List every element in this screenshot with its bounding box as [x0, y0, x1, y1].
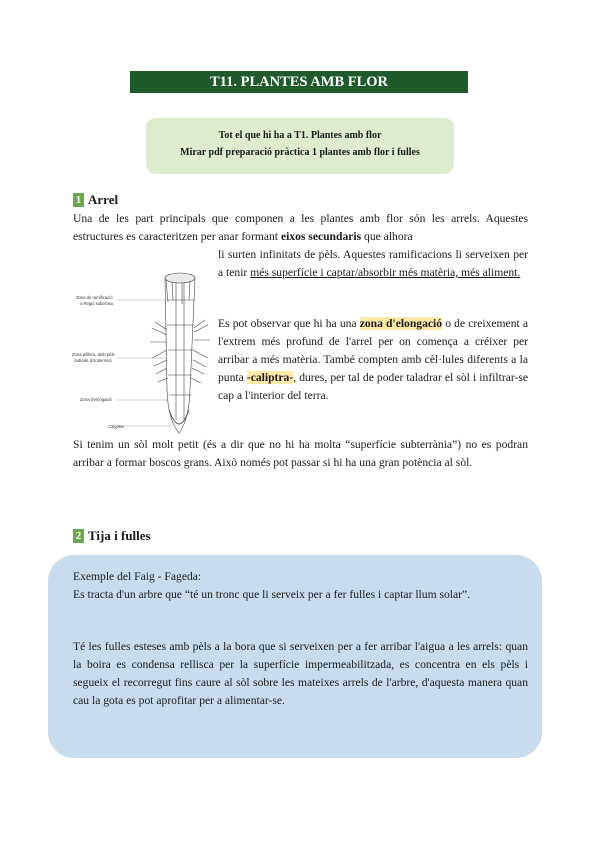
paragraph-intro: Una de les part principals que componen a les plantes amb flor són les arrels. Aquestes estructures es caracteritzen per anar formant eixos secundaris que alhora: [73, 212, 528, 243]
section-2-heading: [73, 528, 151, 544]
example-paragraph-1: Es tracta d'un arbre que “té un tronc que li serveix per a fer fulles i captar llum solar”.: [73, 588, 471, 601]
figure-label: Zona de ramificació: [76, 295, 113, 300]
underlined-text: més superfície i captar/absorbir més matèria, més aliment.: [250, 266, 521, 279]
section-1-heading: [73, 192, 118, 208]
figure-label: radicals (rizodermis): [74, 358, 112, 363]
figure-label: Calyptra: [108, 424, 124, 429]
section-number: 1: [73, 193, 84, 207]
figure-label: o Regió suberosa: [80, 301, 113, 306]
bold-term: eixos secundaris: [280, 230, 362, 243]
section-title: Tija i fulles: [88, 528, 151, 543]
section-number: 2: [73, 529, 84, 543]
paragraph-hairs: li surten infinitats de pèls. Aquestes ramificacions li serveixen per a tenir més superfície i captar/absorbir més matèria, més aliment.: [218, 248, 528, 279]
page-title: T11. PLANTES AMB FLOR: [130, 71, 468, 93]
info-line-2: Mirar pdf preparació pràctica 1 plantes amb flor i fulles: [180, 147, 420, 158]
figure-label: Zona pilífera, amb pèls: [72, 352, 115, 357]
highlight-term: zona d'elongació: [359, 317, 443, 330]
section-title: Arrel: [88, 192, 119, 207]
info-line-1: Tot el que hi ha a T1. Plantes amb flor: [218, 130, 382, 141]
info-box: [146, 118, 454, 174]
paragraph-soil: Si tenim un sòl molt petit (és a dir que no hi ha molta “superfície subterrània”) no es podran arribar a formar boscos grans. Això només pot passar si hi ha una gran potència al sòl.: [73, 438, 528, 469]
figure-label: Zona d'elongació: [80, 397, 112, 402]
highlight-term: -caliptra-: [246, 371, 294, 384]
paragraph-elongation: Es pot observar que hi ha una zona d'elongació o de creixement a l'extrem més profund de l'arrel per on comença a créixer per arribar a més matèria. També compten amb cèl·lules diferents a la punta -caliptra-, dures, per tal de poder taladrar el sòl i infiltrar-se cap a l'interior del terra.: [218, 317, 529, 402]
root-diagram: [72, 270, 212, 440]
example-title: Exemple del Faig - Fageda:: [73, 570, 202, 583]
example-paragraph-2: Té les fulles esteses amb pèls a la bora que si serveixen per a fer arribar l'aigua a les arrels: quan la boira es condensa rellisca per la superfície impermeabilitzada, es concentra en els pèls i segueix el recorregut fins caure al sòl sobre les mateixes arrels de l'arbre, d'aquesta manera quan cau la gota es pot aprofitar per a alimentar-se.: [73, 640, 528, 707]
